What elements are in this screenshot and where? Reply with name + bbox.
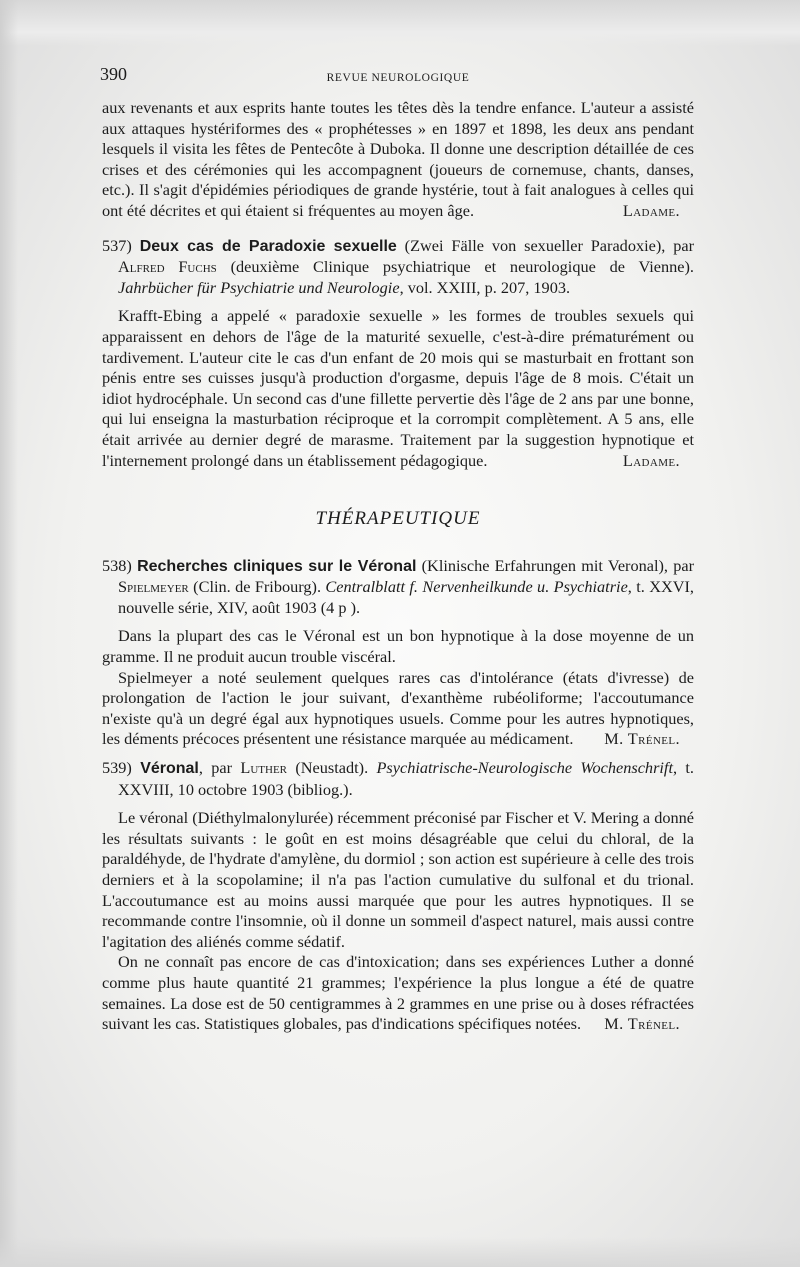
- entry-heading: [102, 758, 694, 800]
- entry-institution: (Clin. de Fribourg).: [188, 577, 326, 597]
- entry-number: 539): [102, 758, 132, 778]
- entry-number: 538): [102, 555, 132, 575]
- entry-institution: (Neustadt).: [287, 758, 377, 778]
- entry-journal: Centralblatt f. Nervenheilkunde u. Psychiatrie: [325, 577, 628, 597]
- scan-shadow-bottom: [0, 1237, 800, 1267]
- entry-reference: , t. XXVI, nouvelle série, XIV, août 1903 (4 p ).: [118, 577, 694, 617]
- entry-signature: M. Trénel.: [604, 1014, 680, 1034]
- entry-title: Deux cas de Paradoxie sexuelle: [139, 237, 397, 255]
- entry-original-title: (Klinische Erfahrungen mit Veronal), par: [416, 555, 694, 575]
- entry-number: 537): [102, 235, 132, 255]
- entry-original-title: , par: [198, 758, 241, 778]
- intro-paragraph: [102, 98, 694, 222]
- entry-paragraph: Dans la plupart des cas le Véronal est un bon hypnotique à la dose moyenne de un gramme. Il ne produit aucun trouble viscéral.: [102, 626, 694, 667]
- review-entry-538: [102, 556, 694, 750]
- entry-author: Spielmeyer: [118, 577, 189, 597]
- intro-signature: Ladame.: [622, 200, 680, 220]
- entry-reference: , vol. XXIII, p. 207, 1903.: [399, 277, 571, 297]
- review-entry-539: [102, 758, 694, 1035]
- review-entry-537: [102, 236, 694, 472]
- entry-heading: [102, 236, 694, 299]
- entry-paragraph: [102, 952, 694, 1034]
- running-head: [102, 64, 694, 90]
- entry-heading: [102, 556, 694, 619]
- entry-paragraph-text: On ne connaît pas encore de cas d'intoxication; dans ses expériences Luther a donné comme plus haute quantité 21 grammes; l'expérience la plus longue a été de quatre semaines. La dose est de 50 centigrammes à 2 grammes en une prise ou à doses réfractées suivant les cas. Statistiques globales, pas d'indications spécifiques notées.: [102, 952, 694, 1034]
- entry-paragraph-text: Krafft-Ebing a appelé « paradoxie sexuelle » les formes de troubles sexuels qui apparaissent en dehors de l'âge de la maturité sexuelle, c'est-à-dire prématurément ou tardivement. L'auteur cite le cas d'un enfant de 20 mois qui se masturbait en frottant son pénis entre ses cuisses jusqu'à production d'orgasme, depuis l'âge de 8 mois. C'était un idiot hydrocéphale. Un second cas d'une fillette pervertie dès l'âge de 2 ans par une bonne, qui lui enseigna la masturbation réciproque et la corrompit complètement. A 5 ans, elle était arrivée au dernier degré de marasme. Traitement par la suggestion hypnotique et l'internement prolongé dans un établissement pédagogique.: [102, 306, 694, 470]
- entry-author: Luther: [240, 758, 288, 778]
- entry-reference: , t. XXVIII, 10 octobre 1903 (bibliog.).: [118, 758, 694, 799]
- entry-paragraph-text: Spielmeyer a noté seulement quelques rares cas d'intolérance (états d'ivresse) de prolongation de l'action le jour suivant, d'exanthème rubéoliforme; l'accoutumance n'existe qu'à un degré égal aux hypnotiques usuels. Comme pour les autres hypnotiques, les déments précoces présentent une résistance marquée au médicament.: [102, 667, 694, 749]
- entry-signature: M. Trénel.: [604, 729, 680, 749]
- entry-title: Véronal: [140, 760, 199, 778]
- entry-institution: (deuxième Clinique psychiatrique et neurologique de Vienne).: [216, 257, 695, 277]
- entry-paragraph: Le véronal (Diéthylmalonylurée) récemment préconisé par Fischer et V. Mering a donné les résultats suivants : le goût en est moins désagréable que celui du chloral, de la paraldéhyde, de l'hydrate d'amylène, du dormiol ; son action est supérieure à celle des trois derniers et à la scopolamine; il n'a pas l'action cumulative du sulfonal et du trional. L'accoutumance est au moins aussi marquée que pour les autres hypnotiques. Il se recommande contre l'insomnie, où il donne un sommeil d'aspect naturel, mais aussi contre l'agitation des aliénés comme sédatif.: [102, 808, 694, 951]
- entry-paragraph: [102, 668, 694, 750]
- entry-journal: Jahrbücher für Psychiatrie und Neurologie: [118, 277, 400, 297]
- page-number: 390: [100, 64, 127, 84]
- entry-title: Recherches cliniques sur le Véronal: [137, 557, 417, 575]
- entry-author: Alfred Fuchs: [118, 257, 217, 277]
- scan-shadow-top: [0, 0, 800, 46]
- entry-paragraph: [102, 306, 694, 471]
- journal-title: REVUE NEUROLOGIQUE: [326, 72, 470, 84]
- entry-original-title: (Zwei Fälle von sexueller Paradoxie), par: [396, 235, 694, 255]
- section-title: THÉRAPEUTIQUE: [315, 508, 481, 530]
- entry-journal: Psychiatrische-Neurologische Wochenschrift: [376, 758, 673, 778]
- intro-text: aux revenants et aux esprits hante toutes les têtes dès la tendre enfance. L'auteur a assisté aux attaques hystériformes des « prophétesses » en 1897 et 1898, les deux ans pendant lesquels il visita les fêtes de Pentecôte à Duboka. Il donne une description détaillée de ces crises et des cérémonies qui les accompagnent (joueurs de cornemuse, chants, danses, etc.). Il s'agit d'épidémies périodiques de grande hystérie, tout à fait analogues à celles qui ont été décrites et qui étaient si fréquentes au moyen âge.: [102, 98, 694, 220]
- page-content: [102, 64, 694, 1035]
- entry-signature: Ladame.: [622, 450, 680, 470]
- scan-shadow-left: [0, 0, 18, 1267]
